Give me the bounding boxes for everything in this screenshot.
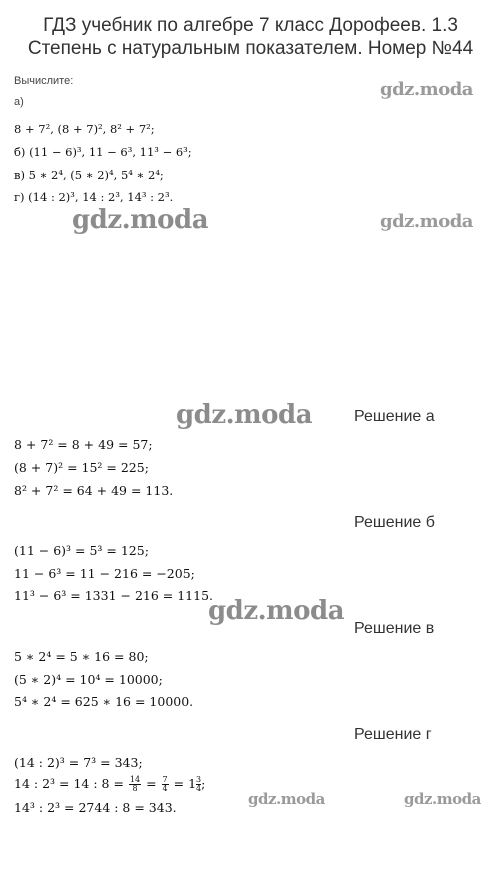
solution-v-line-3: 5⁴ ∗ 2⁴ = 625 ∗ 16 = 10000. (14, 694, 194, 709)
fraction-denominator: 4 (162, 784, 168, 793)
watermark: gdz.moda (380, 79, 473, 100)
solution-b-line-2: 11 − 6³ = 11 − 216 = −205; (14, 566, 195, 581)
solution-b-line-1: (11 − 6)³ = 5³ = 125; (14, 543, 149, 558)
mixed-number-whole: 1 (188, 776, 197, 791)
page-title: ГДЗ учебник по алгебре 7 класс Дорофеев. 1.3 Степень с натуральным показателем. Номер №44 (27, 15, 474, 59)
fraction-denominator: 8 (132, 784, 138, 793)
solution-b-line-3: 11³ − 6³ = 1331 − 216 = 1115. (14, 588, 214, 603)
solution-g-line-2-end: ; (201, 776, 206, 791)
task-part-a-expression: 8 + 7², (8 + 7)², 8² + 7²; (14, 122, 155, 136)
watermark: gdz.moda (176, 400, 313, 430)
equals-sign: = (173, 776, 185, 791)
watermark: gdz.moda (404, 790, 481, 808)
equals-sign: = (146, 776, 157, 791)
solution-a-heading: Решение а (354, 408, 435, 425)
task-part-b: б) (11 − 6)³, 11 − 6³, 11³ − 6³; (14, 145, 192, 159)
fraction (129, 776, 141, 793)
solution-v-heading: Решение в (354, 620, 435, 637)
solution-g-heading: Решение г (354, 726, 432, 743)
task-part-a-label: а) (14, 96, 24, 108)
solution-g-line-2 (14, 776, 205, 793)
solution-g-line-2-start: 14 : 2³ = 14 : 8 = (14, 776, 124, 791)
watermark: gdz.moda (248, 790, 325, 808)
fraction-numerator: 14 (129, 775, 141, 784)
watermark: gdz.moda (380, 211, 473, 232)
fraction-denominator: 4 (196, 784, 202, 793)
watermark: gdz.moda (72, 205, 209, 235)
solution-a-line-3: 8² + 7² = 64 + 49 = 113. (14, 483, 174, 498)
task-instruction: Вычислите: (14, 75, 74, 87)
fraction-numerator: 3 (196, 775, 202, 784)
solution-b-heading: Решение б (354, 514, 435, 531)
solution-g-line-3: 14³ : 2³ = 2744 : 8 = 343. (14, 800, 177, 815)
solution-v-line-2: (5 ∗ 2)⁴ = 10⁴ = 10000; (14, 672, 163, 687)
solution-a-line-2: (8 + 7)² = 15² = 225; (14, 460, 149, 475)
solution-v-line-1: 5 ∗ 2⁴ = 5 ∗ 16 = 80; (14, 649, 149, 664)
fraction-numerator: 7 (162, 775, 168, 784)
task-part-v: в) 5 ∗ 2⁴, (5 ∗ 2)⁴, 5⁴ ∗ 2⁴; (14, 168, 164, 182)
solution-g-line-1: (14 : 2)³ = 7³ = 343; (14, 755, 143, 770)
fraction (162, 776, 169, 793)
solution-a-line-1: 8 + 7² = 8 + 49 = 57; (14, 437, 153, 452)
watermark: gdz.moda (208, 596, 345, 626)
task-part-g: г) (14 : 2)³, 14 : 2³, 14³ : 2³. (14, 190, 174, 204)
